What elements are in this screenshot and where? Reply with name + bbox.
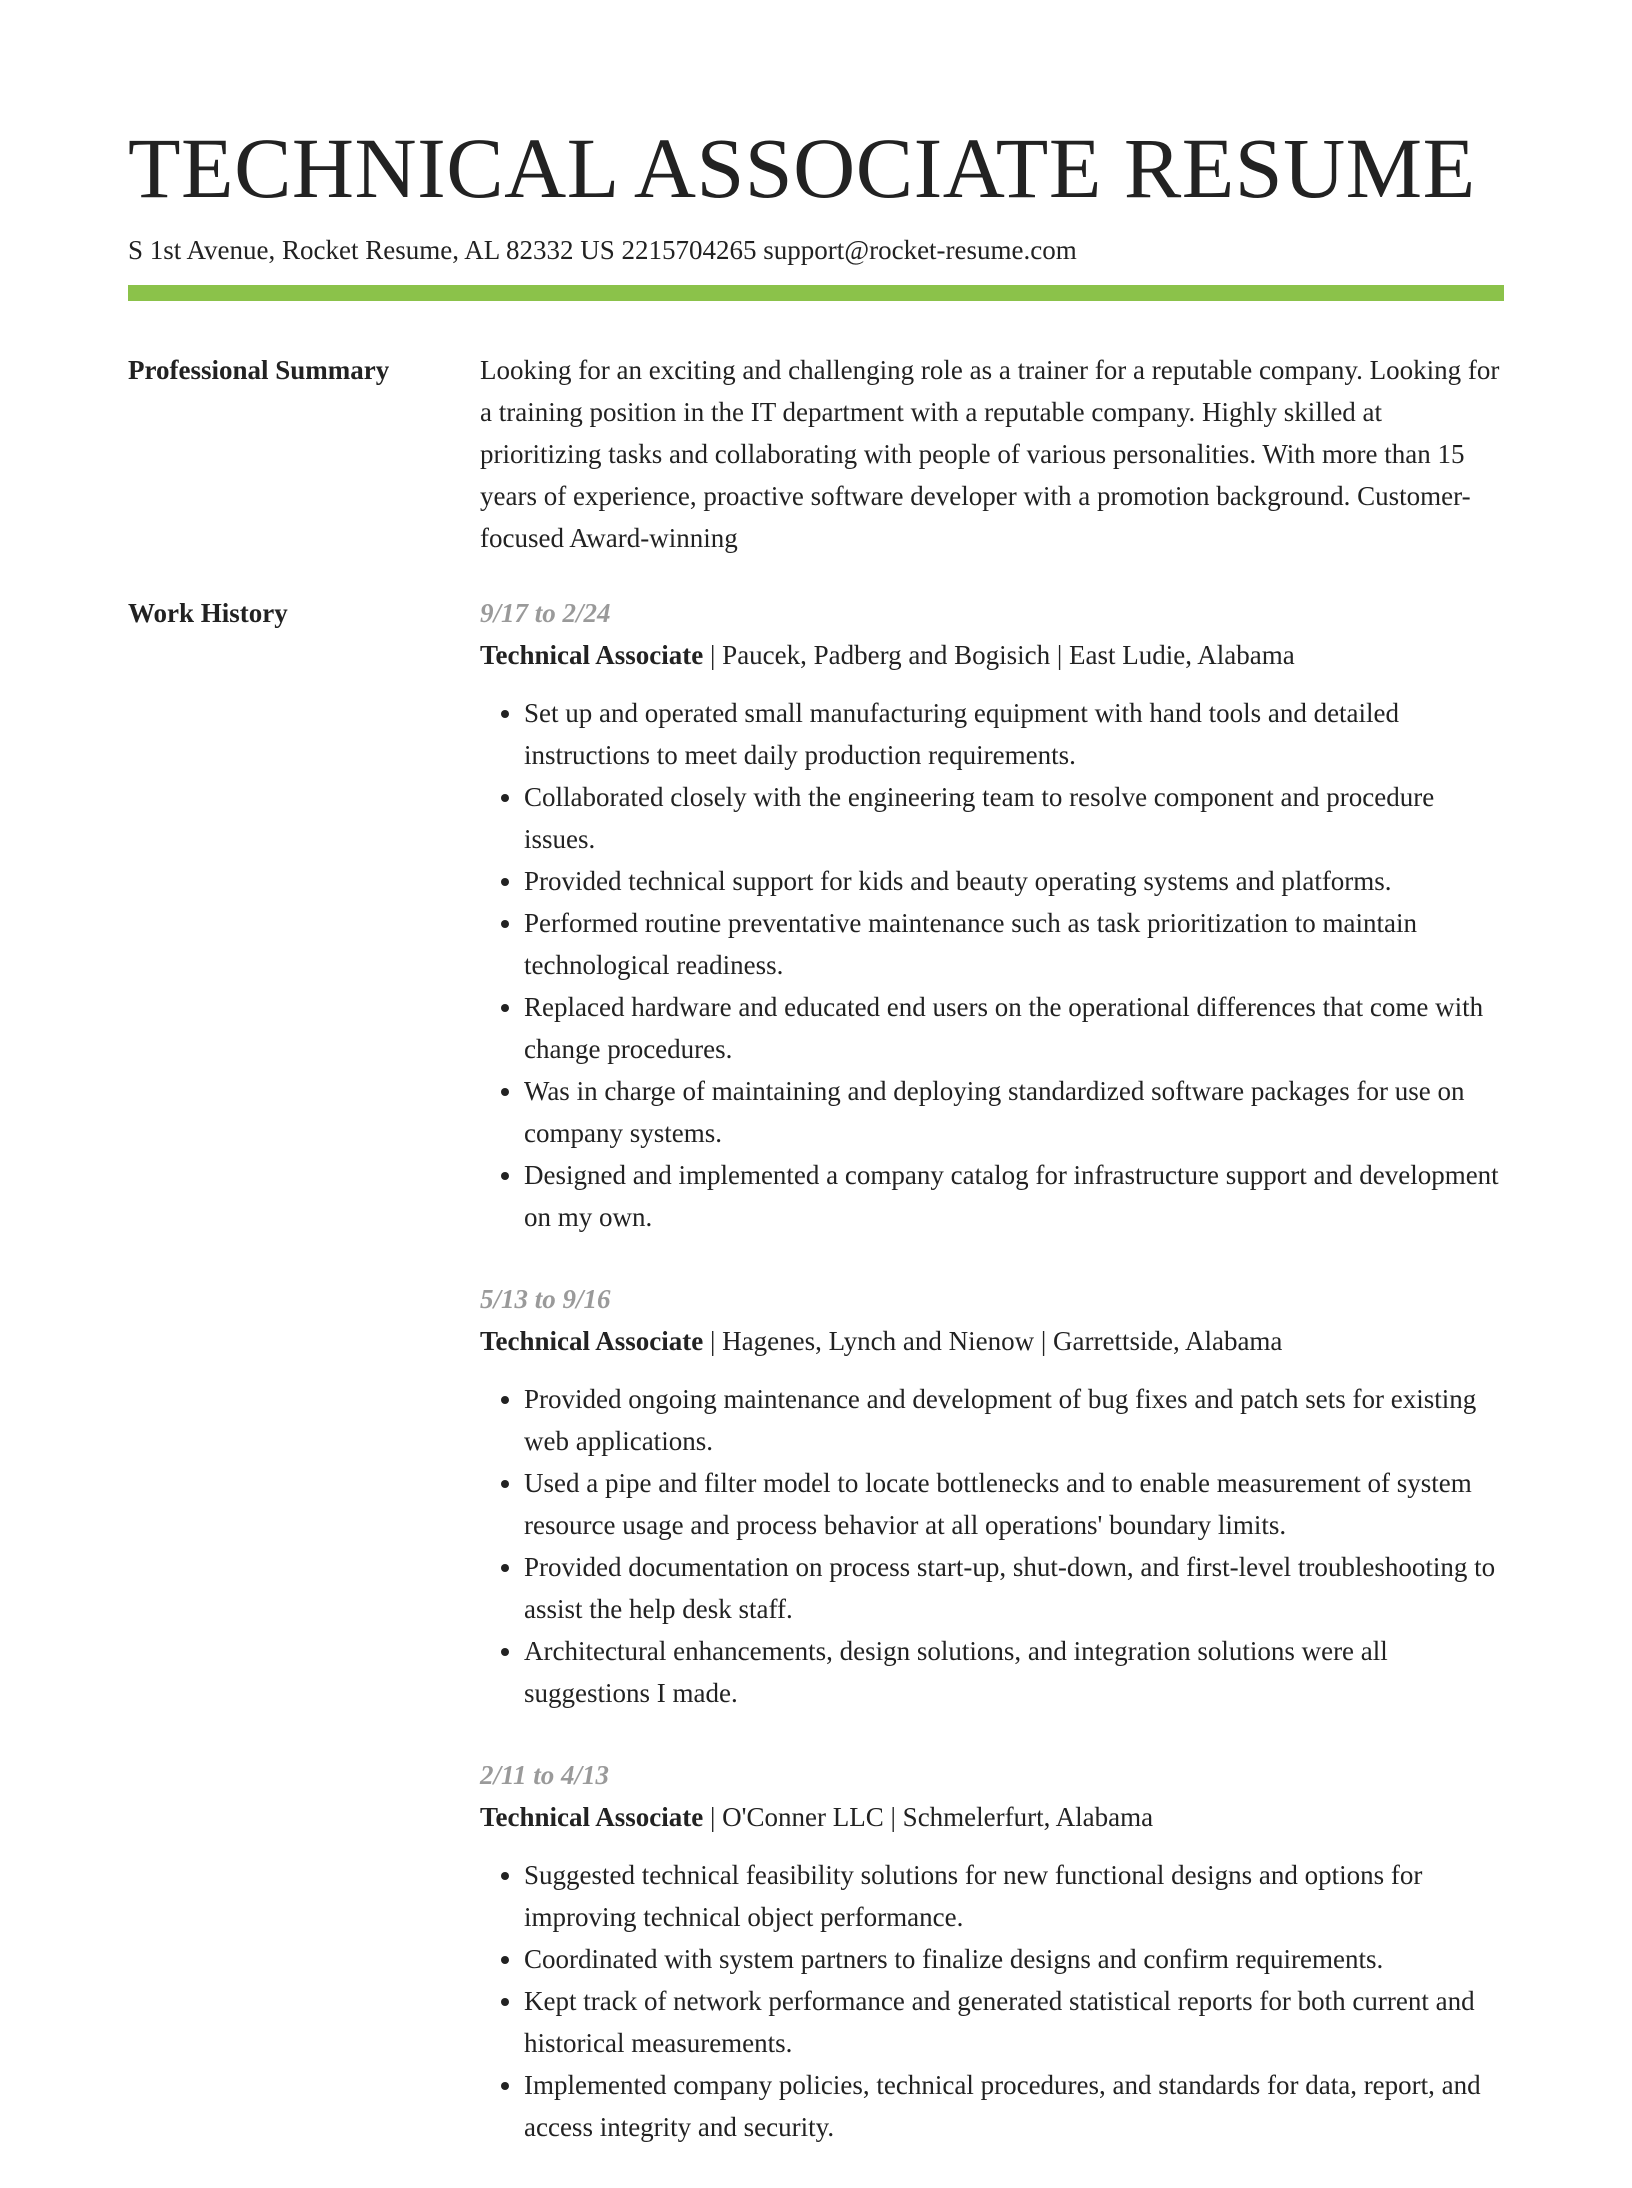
job-bullet: • Coordinated with system partners to finalize designs and confirm requirements.	[524, 1938, 1504, 1980]
job-heading: Technical Associate | Hagenes, Lynch and Nienow | Garrettside, Alabama	[480, 1326, 1283, 1356]
job-bullet: • Provided documentation on process start-up, shut-down, and first-level troubleshooting to assist the help desk staff.	[524, 1546, 1504, 1630]
job-bullet: • Performed routine preventative maintenance such as task prioritization to maintain technological readiness.	[524, 902, 1504, 986]
job-bullet: • Suggested technical feasibility solutions for new functional designs and options for improving technical object performance.	[524, 1854, 1504, 1938]
job-bullet: • Provided technical support for kids and beauty operating systems and platforms.	[524, 860, 1504, 902]
job-company: Hagenes, Lynch and Nienow	[722, 1326, 1035, 1356]
contact-phone: 2215704265	[621, 235, 757, 265]
job-dates: 9/17 to 2/24	[480, 598, 611, 628]
job-bullets	[480, 1378, 1504, 1714]
job-bullet: • Kept track of network performance and generated statistical reports for both current and historical measurements.	[524, 1980, 1504, 2064]
job-company: O'Conner LLC	[722, 1802, 884, 1832]
work-history-label: Work History	[128, 598, 288, 628]
job-title: Technical Associate	[480, 640, 704, 670]
job-bullet: • Designed and implemented a company catalog for infrastructure support and development on my own.	[524, 1154, 1504, 1238]
job-bullet: • Provided ongoing maintenance and development of bug fixes and patch sets for existing web applications.	[524, 1378, 1504, 1462]
job-location: Garrettside, Alabama	[1053, 1326, 1283, 1356]
job-bullet: • Implemented company policies, technical procedures, and standards for data, report, and access integrity and security.	[524, 2064, 1504, 2148]
job-title: Technical Associate	[480, 1326, 704, 1356]
job-bullet: • Replaced hardware and educated end users on the operational differences that come with change procedures.	[524, 986, 1504, 1070]
work-history-list	[480, 592, 1504, 2188]
summary-text: Looking for an exciting and challenging role as a trainer for a reputable company. Looking for a training position in the IT department with a reputable company. Highly skilled at prioritizing tasks and collaborating with people of various personalities. With more than 15 years of experience, proactive software developer with a promotion background. Customer-focused Award-winning	[480, 355, 1500, 553]
accent-divider	[128, 285, 1504, 301]
job-bullet: • Collaborated closely with the engineering team to resolve component and procedure issues.	[524, 776, 1504, 860]
job-bullet: • Set up and operated small manufacturing equipment with hand tools and detailed instructions to meet daily production requirements.	[524, 692, 1504, 776]
contact-line	[128, 232, 1077, 268]
contact-email: support@rocket-resume.com	[763, 235, 1077, 265]
job-entry	[480, 1278, 1504, 1714]
job-location: Schmelerfurt, Alabama	[902, 1802, 1154, 1832]
summary-label: Professional Summary	[128, 355, 390, 385]
job-dates: 2/11 to 4/13	[480, 1760, 610, 1790]
job-bullet: • Was in charge of maintaining and deploying standardized software packages for use on company systems.	[524, 1070, 1504, 1154]
job-heading: Technical Associate | Paucek, Padberg and Bogisich | East Ludie, Alabama	[480, 640, 1295, 670]
job-heading: Technical Associate | O'Conner LLC | Schmelerfurt, Alabama	[480, 1802, 1154, 1832]
job-entry	[480, 1754, 1504, 2148]
job-bullet: • Architectural enhancements, design solutions, and integration solutions were all suggestions I made.	[524, 1630, 1504, 1714]
job-location: East Ludie, Alabama	[1069, 640, 1295, 670]
contact-address: S 1st Avenue, Rocket Resume, AL 82332 US	[128, 235, 615, 265]
job-bullet: • Used a pipe and filter model to locate bottlenecks and to enable measurement of system resource usage and process behavior at all operations' boundary limits.	[524, 1462, 1504, 1546]
job-title: Technical Associate	[480, 1802, 704, 1832]
job-bullets	[480, 692, 1504, 1238]
job-dates: 5/13 to 9/16	[480, 1284, 611, 1314]
job-bullets	[480, 1854, 1504, 2148]
job-company: Paucek, Padberg and Bogisich	[722, 640, 1051, 670]
job-entry	[480, 592, 1504, 1238]
resume-title: TECHNICAL ASSOCIATE RESUME	[128, 120, 1476, 216]
